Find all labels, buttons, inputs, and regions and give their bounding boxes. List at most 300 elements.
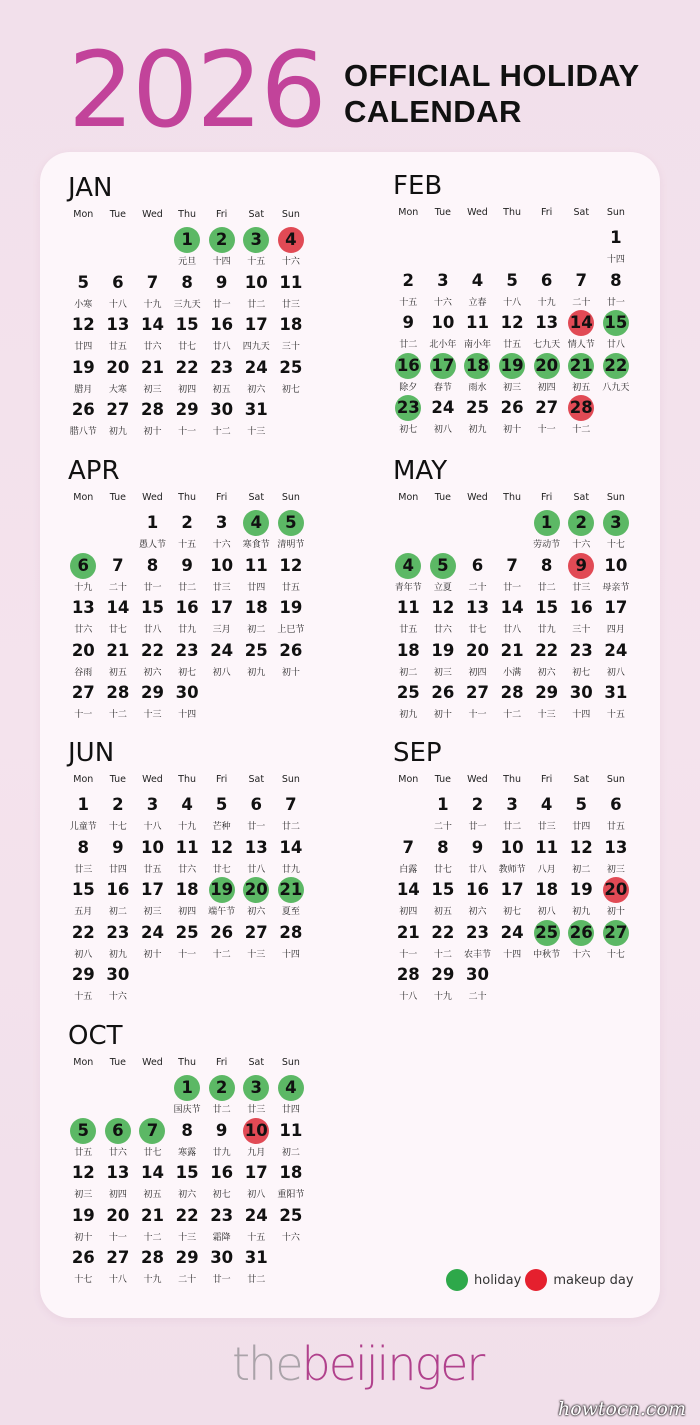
- weekday-label: Fri: [216, 492, 228, 503]
- day-cell[interactable]: [204, 877, 239, 920]
- day-number: 22: [175, 1205, 199, 1225]
- day-cell[interactable]: [274, 1160, 309, 1203]
- day-number: 29: [141, 683, 164, 702]
- day-cell[interactable]: [239, 553, 274, 596]
- day-cell[interactable]: [170, 510, 205, 553]
- day-cell[interactable]: [239, 595, 274, 638]
- lunar-date: 十六: [572, 540, 591, 550]
- day-number: 24: [244, 1205, 268, 1225]
- holiday-day-number: 2: [568, 510, 594, 536]
- day-cell[interactable]: [135, 553, 170, 596]
- day-cell[interactable]: [564, 353, 599, 396]
- day-cell[interactable]: [204, 920, 239, 963]
- day-cell[interactable]: [274, 792, 309, 835]
- day-cell[interactable]: [101, 355, 136, 398]
- day-cell[interactable]: [170, 355, 205, 398]
- day-cell[interactable]: [204, 638, 239, 681]
- day-cell[interactable]: [495, 310, 530, 353]
- weekday-label: Sat: [573, 774, 590, 785]
- day-cell[interactable]: [66, 680, 101, 723]
- day-cell[interactable]: [66, 397, 101, 440]
- day-cell[interactable]: [66, 835, 101, 878]
- day-cell[interactable]: [564, 395, 599, 438]
- day-cell[interactable]: [101, 792, 136, 835]
- day-cell[interactable]: [239, 270, 274, 313]
- holiday-day-number: 1: [174, 1075, 200, 1101]
- lunar-date: 廿一: [247, 822, 266, 832]
- day-cell[interactable]: [135, 680, 170, 723]
- day-cell[interactable]: [66, 270, 101, 313]
- day-number: 7: [506, 555, 518, 575]
- day-cell[interactable]: [529, 920, 564, 963]
- day-cell[interactable]: [239, 1118, 274, 1161]
- day-cell[interactable]: [204, 792, 239, 835]
- day-number: 12: [71, 315, 95, 334]
- day-cell[interactable]: [274, 227, 309, 270]
- day-number: 28: [106, 683, 130, 702]
- day-number: 26: [431, 683, 455, 702]
- lunar-date: 廿七: [178, 342, 197, 352]
- day-cell[interactable]: [564, 268, 599, 311]
- lunar-date: 十九: [74, 582, 93, 593]
- day-cell[interactable]: [101, 595, 136, 638]
- day-cell[interactable]: [170, 1075, 205, 1118]
- day-cell[interactable]: [135, 270, 170, 313]
- day-cell[interactable]: [599, 835, 634, 878]
- day-cell[interactable]: [204, 312, 239, 355]
- day-cell[interactable]: [135, 312, 170, 355]
- day-cell[interactable]: [101, 1203, 136, 1246]
- holiday-day-number: 3: [603, 510, 629, 536]
- day-cell[interactable]: [239, 1075, 274, 1118]
- day-cell[interactable]: [529, 510, 564, 553]
- day-cell[interactable]: [204, 1245, 239, 1288]
- day-cell[interactable]: [101, 270, 136, 313]
- holiday-day-number: 1: [534, 510, 560, 536]
- day-number: 25: [396, 683, 420, 702]
- day-cell[interactable]: [529, 395, 564, 438]
- day-cell[interactable]: [391, 395, 426, 438]
- day-cell[interactable]: [564, 792, 599, 835]
- day-cell[interactable]: [101, 1160, 136, 1203]
- day-cell[interactable]: [274, 355, 309, 398]
- day-cell[interactable]: [495, 920, 530, 963]
- day-cell[interactable]: [599, 225, 634, 268]
- day-cell[interactable]: [101, 638, 136, 681]
- day-cell[interactable]: [599, 680, 634, 723]
- day-cell[interactable]: [426, 680, 461, 723]
- day-number: 16: [210, 1163, 234, 1182]
- day-cell[interactable]: [529, 553, 564, 596]
- day-number: 23: [210, 357, 234, 377]
- day-cell[interactable]: [495, 553, 530, 596]
- day-cell[interactable]: [460, 353, 495, 396]
- day-cell[interactable]: [274, 595, 309, 638]
- lunar-date: 十六: [281, 257, 300, 267]
- day-cell[interactable]: [66, 312, 101, 355]
- day-grid: [66, 227, 308, 440]
- holiday-day-number: 4: [243, 510, 269, 536]
- day-cell[interactable]: [239, 792, 274, 835]
- day-cell[interactable]: [204, 553, 239, 596]
- day-cell[interactable]: [66, 877, 101, 920]
- day-cell[interactable]: [495, 353, 530, 396]
- day-cell[interactable]: [391, 962, 426, 1005]
- day-cell[interactable]: [274, 1075, 309, 1118]
- day-cell[interactable]: [66, 792, 101, 835]
- day-number: 13: [71, 598, 95, 617]
- day-cell[interactable]: [204, 1118, 239, 1161]
- day-cell[interactable]: [391, 268, 426, 311]
- day-cell[interactable]: [101, 962, 136, 1005]
- day-cell[interactable]: [239, 312, 274, 355]
- day-number: 22: [535, 640, 559, 660]
- day-cell[interactable]: [170, 638, 205, 681]
- day-cell[interactable]: [170, 227, 205, 270]
- day-cell[interactable]: [239, 355, 274, 398]
- day-cell[interactable]: [599, 792, 634, 835]
- day-cell[interactable]: [495, 395, 530, 438]
- lunar-date: 初二: [108, 907, 127, 917]
- day-number: 21: [396, 922, 420, 942]
- day-cell[interactable]: [135, 638, 170, 681]
- day-cell[interactable]: [66, 1160, 101, 1203]
- day-cell[interactable]: [101, 877, 136, 920]
- day-cell[interactable]: [66, 962, 101, 1005]
- day-number: 15: [141, 598, 164, 617]
- day-cell[interactable]: [274, 877, 309, 920]
- day-cell[interactable]: [135, 1160, 170, 1203]
- lunar-date: 廿六: [108, 1147, 127, 1158]
- month-feb: [393, 171, 638, 451]
- day-cell[interactable]: [101, 1118, 136, 1161]
- day-cell[interactable]: [204, 510, 239, 553]
- day-cell[interactable]: [66, 595, 101, 638]
- lunar-date: 七九天: [533, 340, 561, 350]
- day-number: 6: [471, 555, 484, 575]
- lunar-date: 初六: [247, 384, 266, 395]
- day-cell[interactable]: [239, 227, 274, 270]
- day-cell[interactable]: [66, 355, 101, 398]
- day-cell[interactable]: [239, 1245, 274, 1288]
- day-cell[interactable]: [204, 1160, 239, 1203]
- day-cell[interactable]: [135, 877, 170, 920]
- lunar-date: 廿五: [74, 1147, 93, 1158]
- day-cell[interactable]: [426, 638, 461, 681]
- day-cell[interactable]: [460, 638, 495, 681]
- day-cell[interactable]: [426, 353, 461, 396]
- day-number: 6: [540, 270, 553, 290]
- day-cell[interactable]: [391, 680, 426, 723]
- day-cell[interactable]: [135, 792, 170, 835]
- day-cell[interactable]: [529, 353, 564, 396]
- lunar-date: 九月: [247, 1147, 266, 1158]
- day-number: 25: [279, 357, 303, 377]
- day-cell[interactable]: [564, 310, 599, 353]
- day-cell[interactable]: [529, 268, 564, 311]
- day-cell[interactable]: [495, 877, 530, 920]
- day-number: 8: [181, 1120, 193, 1140]
- day-cell[interactable]: [391, 835, 426, 878]
- day-cell[interactable]: [135, 920, 170, 963]
- day-number: 5: [575, 795, 587, 814]
- page-title: [344, 58, 640, 130]
- lunar-date: 小满: [503, 667, 522, 678]
- day-number: 9: [215, 1120, 228, 1140]
- day-cell[interactable]: [135, 397, 170, 440]
- holiday-day-number: 16: [395, 353, 421, 379]
- day-cell[interactable]: [170, 920, 205, 963]
- day-number: 25: [466, 398, 489, 417]
- day-cell[interactable]: [239, 1160, 274, 1203]
- day-cell[interactable]: [135, 595, 170, 638]
- day-cell[interactable]: [101, 397, 136, 440]
- day-number: 29: [175, 1248, 199, 1267]
- day-cell[interactable]: [391, 353, 426, 396]
- lunar-date: 廿三: [212, 582, 231, 593]
- day-number: 12: [569, 837, 593, 857]
- day-cell[interactable]: [426, 835, 461, 878]
- day-cell[interactable]: [101, 553, 136, 596]
- day-cell[interactable]: [204, 595, 239, 638]
- lunar-date: 夏至: [281, 907, 300, 917]
- day-cell[interactable]: [460, 792, 495, 835]
- lunar-date: 十六: [433, 297, 452, 308]
- day-number: 4: [540, 795, 553, 814]
- day-cell[interactable]: [529, 835, 564, 878]
- day-cell[interactable]: [274, 510, 309, 553]
- weekday-label: Mon: [398, 492, 419, 503]
- day-cell[interactable]: [170, 1118, 205, 1161]
- day-cell[interactable]: [426, 792, 461, 835]
- day-cell[interactable]: [239, 920, 274, 963]
- day-cell[interactable]: [170, 1245, 205, 1288]
- lunar-date: 寒食节: [242, 540, 270, 550]
- day-cell[interactable]: [426, 395, 461, 438]
- day-cell[interactable]: [66, 638, 101, 681]
- day-cell[interactable]: [529, 680, 564, 723]
- day-cell[interactable]: [564, 680, 599, 723]
- day-cell[interactable]: [391, 310, 426, 353]
- day-cell[interactable]: [495, 595, 530, 638]
- day-cell[interactable]: [204, 270, 239, 313]
- lunar-date: 廿五: [108, 342, 127, 352]
- lunar-date: 十九: [143, 1275, 162, 1285]
- day-cell[interactable]: [204, 1203, 239, 1246]
- lunar-date: 廿八: [247, 864, 266, 875]
- day-cell[interactable]: [460, 835, 495, 878]
- day-cell[interactable]: [239, 1203, 274, 1246]
- day-cell[interactable]: [170, 1160, 205, 1203]
- day-cell[interactable]: [274, 270, 309, 313]
- day-cell[interactable]: [564, 510, 599, 553]
- lunar-date: 三十: [281, 342, 300, 352]
- day-cell[interactable]: [460, 395, 495, 438]
- day-cell[interactable]: [599, 877, 634, 920]
- day-number: 23: [106, 922, 130, 942]
- day-cell[interactable]: [274, 553, 309, 596]
- day-number: 5: [506, 270, 518, 290]
- day-cell[interactable]: [274, 312, 309, 355]
- lunar-date: 廿四: [572, 822, 591, 832]
- day-cell[interactable]: [564, 638, 599, 681]
- day-cell[interactable]: [460, 310, 495, 353]
- lunar-date: 初八: [212, 667, 231, 678]
- day-cell[interactable]: [204, 1075, 239, 1118]
- day-cell[interactable]: [170, 1203, 205, 1246]
- day-cell[interactable]: [460, 920, 495, 963]
- day-cell[interactable]: [426, 877, 461, 920]
- day-cell[interactable]: [101, 835, 136, 878]
- day-cell[interactable]: [426, 310, 461, 353]
- lunar-date: 二十: [572, 297, 591, 308]
- day-cell[interactable]: [529, 638, 564, 681]
- weekday-header: [391, 774, 633, 785]
- lunar-date: 十六: [281, 1232, 300, 1243]
- day-cell[interactable]: [204, 227, 239, 270]
- day-cell[interactable]: [239, 835, 274, 878]
- day-cell[interactable]: [135, 835, 170, 878]
- day-cell[interactable]: [599, 353, 634, 396]
- day-cell[interactable]: [66, 1245, 101, 1288]
- day-cell[interactable]: [529, 310, 564, 353]
- day-cell[interactable]: [66, 553, 101, 596]
- day-cell[interactable]: [460, 680, 495, 723]
- day-cell[interactable]: [460, 962, 495, 1005]
- day-cell[interactable]: [170, 553, 205, 596]
- day-cell[interactable]: [599, 510, 634, 553]
- day-cell[interactable]: [170, 792, 205, 835]
- day-cell[interactable]: [101, 1245, 136, 1288]
- day-number: 17: [141, 880, 164, 899]
- day-cell[interactable]: [564, 553, 599, 596]
- day-cell[interactable]: [274, 1203, 309, 1246]
- day-cell[interactable]: [599, 638, 634, 681]
- day-cell[interactable]: [495, 835, 530, 878]
- day-cell[interactable]: [599, 310, 634, 353]
- holiday-day-number: 25: [534, 920, 560, 946]
- day-cell[interactable]: [599, 920, 634, 963]
- day-cell[interactable]: [170, 312, 205, 355]
- day-number: 12: [500, 313, 524, 332]
- weekday-label: Sat: [248, 209, 265, 220]
- day-cell[interactable]: [495, 268, 530, 311]
- day-cell[interactable]: [204, 397, 239, 440]
- day-cell[interactable]: [135, 1245, 170, 1288]
- day-cell[interactable]: [391, 920, 426, 963]
- day-cell[interactable]: [529, 792, 564, 835]
- weekday-label: Tue: [109, 1057, 126, 1068]
- day-cell[interactable]: [66, 1118, 101, 1161]
- day-number: 24: [210, 640, 234, 660]
- day-cell[interactable]: [239, 877, 274, 920]
- lunar-date: 初七: [503, 907, 522, 917]
- day-cell[interactable]: [239, 397, 274, 440]
- day-cell[interactable]: [599, 595, 634, 638]
- day-cell[interactable]: [204, 835, 239, 878]
- holiday-day-number: 6: [105, 1118, 131, 1144]
- day-cell[interactable]: [460, 553, 495, 596]
- day-number: 29: [71, 965, 95, 984]
- day-cell[interactable]: [135, 510, 170, 553]
- day-cell[interactable]: [391, 877, 426, 920]
- day-cell[interactable]: [66, 1203, 101, 1246]
- day-cell[interactable]: [170, 835, 205, 878]
- day-cell[interactable]: [170, 270, 205, 313]
- day-cell[interactable]: [460, 877, 495, 920]
- day-cell[interactable]: [564, 877, 599, 920]
- day-cell[interactable]: [239, 638, 274, 681]
- day-cell[interactable]: [135, 1118, 170, 1161]
- day-cell[interactable]: [426, 553, 461, 596]
- day-cell[interactable]: [204, 355, 239, 398]
- day-cell[interactable]: [529, 877, 564, 920]
- lunar-date: 廿二: [399, 340, 418, 350]
- day-cell[interactable]: [495, 792, 530, 835]
- day-cell[interactable]: [101, 312, 136, 355]
- day-cell[interactable]: [426, 268, 461, 311]
- lunar-date: 初九: [108, 427, 127, 437]
- day-cell[interactable]: [170, 595, 205, 638]
- day-cell[interactable]: [239, 510, 274, 553]
- day-cell[interactable]: [460, 268, 495, 311]
- day-cell[interactable]: [274, 1118, 309, 1161]
- day-number: 20: [71, 640, 95, 660]
- day-number: 27: [71, 683, 95, 702]
- lunar-date: 廿三: [281, 299, 300, 310]
- day-cell[interactable]: [391, 595, 426, 638]
- day-cell[interactable]: [599, 553, 634, 596]
- day-cell[interactable]: [135, 355, 170, 398]
- day-cell[interactable]: [274, 638, 309, 681]
- day-cell[interactable]: [170, 397, 205, 440]
- day-cell[interactable]: [170, 680, 205, 723]
- day-cell[interactable]: [426, 595, 461, 638]
- day-cell[interactable]: [274, 835, 309, 878]
- day-number: 20: [106, 357, 130, 377]
- day-cell[interactable]: [135, 1203, 170, 1246]
- day-cell[interactable]: [495, 680, 530, 723]
- day-cell[interactable]: [599, 268, 634, 311]
- day-cell[interactable]: [564, 835, 599, 878]
- empty-cell: [135, 1075, 170, 1118]
- day-cell[interactable]: [426, 962, 461, 1005]
- day-cell[interactable]: [170, 877, 205, 920]
- day-cell[interactable]: [529, 595, 564, 638]
- day-cell[interactable]: [564, 595, 599, 638]
- day-cell[interactable]: [391, 553, 426, 596]
- day-cell[interactable]: [101, 680, 136, 723]
- lunar-date: 廿二: [178, 582, 197, 593]
- lunar-date: 初五: [108, 667, 127, 678]
- day-number: 23: [466, 922, 489, 942]
- day-cell[interactable]: [391, 638, 426, 681]
- lunar-date: 寒露: [178, 1147, 197, 1158]
- day-cell[interactable]: [66, 920, 101, 963]
- day-cell[interactable]: [274, 920, 309, 963]
- weekday-label: Mon: [73, 1057, 94, 1068]
- empty-cell: [135, 227, 170, 270]
- weekday-label: Thu: [178, 1057, 196, 1068]
- day-cell[interactable]: [495, 638, 530, 681]
- day-number: 10: [141, 837, 164, 857]
- lunar-date: 十八: [399, 992, 418, 1002]
- day-cell[interactable]: [460, 595, 495, 638]
- day-cell[interactable]: [564, 920, 599, 963]
- year-heading: 2026: [68, 29, 325, 151]
- day-cell[interactable]: [101, 920, 136, 963]
- day-cell[interactable]: [426, 920, 461, 963]
